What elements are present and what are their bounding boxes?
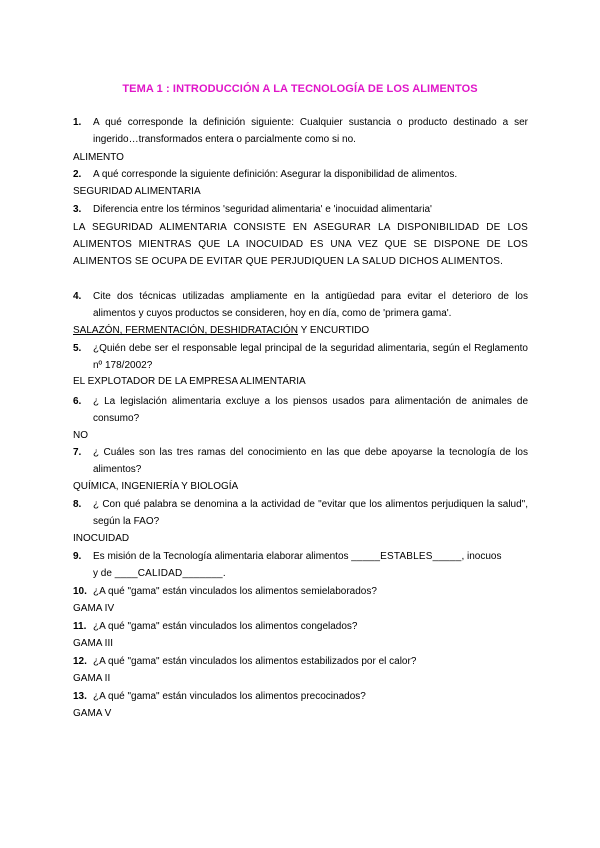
fill-blank-2: ____CALIDAD_______ [114,568,223,579]
question-text: ¿ La legislación alimentaria excluye a los piensos usados para alimentación de animales de consumo? [93,396,528,424]
question-13 [73,688,528,705]
question-text: ¿A qué "gama" están vinculados los alimentos precocinados? [93,691,366,702]
fill-blank-1: _____ESTABLES_____ [351,551,462,562]
question-number: 7. [73,447,82,458]
question-text [73,548,528,582]
question-text: ¿ Cuáles son las tres ramas del conocimiento en las que debe apoyarse la tecnología de los alimentos? [93,447,528,475]
question-text: ¿A qué "gama" están vinculados los alimentos semielaborados? [93,586,377,597]
question-3 [73,201,528,218]
question-text: ¿Quién debe ser el responsable legal principal de la seguridad alimentaria, según el Reglamento nº 178/2002? [93,343,528,371]
question-number: 12. [73,656,87,667]
answer-6: NO [73,430,88,441]
question-text: A qué corresponde la siguiente definición: Asegurar la disponibilidad de alimentos. [93,169,458,180]
question-number: 6. [73,396,82,407]
question-text-part-2: , inocuos [461,551,502,562]
answer-3-line-2: ALIMENTOS MIENTRAS QUE LA INOCUIDAD ES UNA VEZ QUE SE DISPONE DE LOS [73,239,528,250]
question-text: ¿ Con qué palabra se denomina a la actividad de "evitar que los alimentos perjudiquen la salud", según la FAO? [93,499,528,527]
question-7 [73,444,528,478]
answer-13: GAMA V [73,708,112,719]
answer-1: ALIMENTO [73,152,124,163]
question-number: 2. [73,169,82,180]
question-number: 11. [73,621,87,632]
question-10 [73,583,528,600]
question-4 [73,288,528,322]
question-1 [73,114,528,148]
question-6 [73,393,528,427]
question-text: A qué corresponde la definición siguiente: Cualquier sustancia o producto destinado a ser ingerido…transformados entera o parcialmente como si no. [93,117,528,145]
question-text-part-3: y de [93,568,112,579]
question-text-part-4: . [222,568,226,579]
answer-underlined: SALAZÓN, FERMENTACIÓN, DESHIDRATACIÓN [73,325,299,336]
page-title: TEMA 1 : INTRODUCCIÓN A LA TECNOLOGÍA DE LOS ALIMENTOS [122,83,478,95]
answer-8: INOCUIDAD [73,533,130,544]
question-text: Diferencia entre los términos 'seguridad alimentaria' e 'inocuidad alimentaria' [93,204,432,215]
answer-11: GAMA III [73,638,114,649]
answer-4 [73,323,369,339]
question-number: 8. [73,499,82,510]
question-number: 5. [73,343,82,354]
question-number: 3. [73,204,82,215]
question-5 [73,340,528,374]
question-9 [73,548,528,582]
question-number: 4. [73,291,82,302]
question-text: Cite dos técnicas utilizadas ampliamente en la antigüedad para evitar el deterioro de los alimentos y cuyos productos se consideren, hoy en día, como de 'primera gama'. [93,291,528,319]
question-12 [73,653,528,670]
question-number: 9. [73,551,82,562]
answer-5: EL EXPLOTADOR DE LA EMPRESA ALIMENTARIA [73,376,306,387]
question-11 [73,618,528,635]
answer-10: GAMA IV [73,603,115,614]
question-number: 10. [73,586,87,597]
question-2 [73,166,528,183]
answer-7: QUÍMICA, INGENIERÍA Y BIOLOGÍA [73,481,239,492]
question-number: 1. [73,117,82,128]
question-number: 13. [73,691,87,702]
question-8 [73,496,528,530]
answer-3-line-3: ALIMENTOS SE OCUPA DE EVITAR QUE PERJUDIQUEN LA SALUD DICHOS ALIMENTOS. [73,256,504,267]
answer-rest: Y ENCURTIDO [298,325,370,336]
question-text: ¿A qué "gama" están vinculados los alimentos estabilizados por el calor? [93,656,417,667]
answer-12: GAMA II [73,673,111,684]
answer-3-line-1: LA SEGURIDAD ALIMENTARIA CONSISTE EN ASEGURAR LA DISPONIBILIDAD DE LOS [73,222,528,233]
question-text: ¿A qué "gama" están vinculados los alimentos congelados? [93,621,358,632]
question-text-part-1: Es misión de la Tecnología alimentaria elaborar alimentos [93,551,349,562]
answer-2: SEGURIDAD ALIMENTARIA [73,186,201,197]
